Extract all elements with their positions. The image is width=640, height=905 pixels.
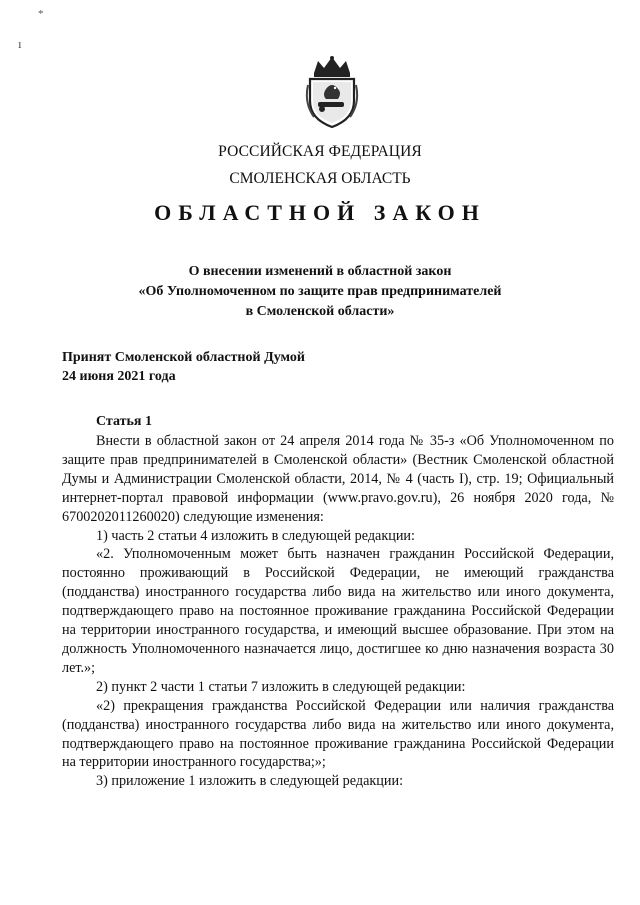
adoption-note: [62, 348, 305, 386]
scan-mark: ı: [18, 36, 22, 51]
article-body: [62, 432, 614, 791]
document-type-heading: ОБЛАСТНОЙ ЗАКОН: [154, 200, 486, 225]
law-title-line: в Смоленской области»: [245, 304, 395, 319]
article-paragraph: «2. Уполномоченным может быть назначен гражданин Российской Федерации, постоянно проживающий в Российской Федерации, не имеющий гражданства (подданства) иностранного государства либо вида на жительство или иного документа, подтверждающего право на постоянное проживание гражданина Российской Федерации на территории иностранного государства, и имеющий высшее образование. При этом на должность Уполномоченного назначается лицо, достигшее ко дню назначения возраста 30 лет.»;: [62, 546, 614, 676]
article-paragraph: Внести в областной закон от 24 апреля 2014 года № 35-з «Об Уполномоченном по защите прав предпринимателей в Смоленской области» (Вестник Смоленской областной Думы и Администрации Смоленской области, 2014, № 4 (часть I), стр. 19; Официальный интернет-портал правовой информации (www.pravo.gov.ru), 26 ноября 2020 года, № 6700202011260020) следующие изменения:: [62, 433, 614, 525]
article-paragraph: 3) приложение 1 изложить в следующей редакции:: [96, 773, 404, 790]
law-title: [0, 262, 640, 322]
adoption-body: Принят Смоленской областной Думой: [62, 350, 305, 365]
scan-mark: *: [38, 8, 44, 20]
region-heading: СМОЛЕНСКАЯ ОБЛАСТЬ: [229, 170, 411, 187]
law-title-line: «Об Уполномоченном по защите прав предпринимателей: [138, 284, 502, 299]
article-paragraph: 2) пункт 2 части 1 статьи 7 изложить в следующей редакции:: [96, 678, 466, 695]
article-heading: Статья 1: [96, 414, 152, 429]
law-title-line: О внесении изменений в областной закон: [188, 264, 452, 279]
coat-of-arms-emblem: [304, 55, 360, 129]
article-paragraph: 1) часть 2 статьи 4 изложить в следующей редакции:: [96, 527, 415, 544]
adoption-date: 24 июня 2021 года: [62, 369, 176, 384]
country-heading: РОССИЙСКАЯ ФЕДЕРАЦИЯ: [218, 143, 422, 160]
article-paragraph: «2) прекращения гражданства Российской Федерации или наличия гражданства (подданства) иностранного государства либо вида на жительство или иного документа, подтверждающего право на постоянное проживание гражданина Российской Федерации на территории иностранного государства;»;: [62, 697, 614, 771]
